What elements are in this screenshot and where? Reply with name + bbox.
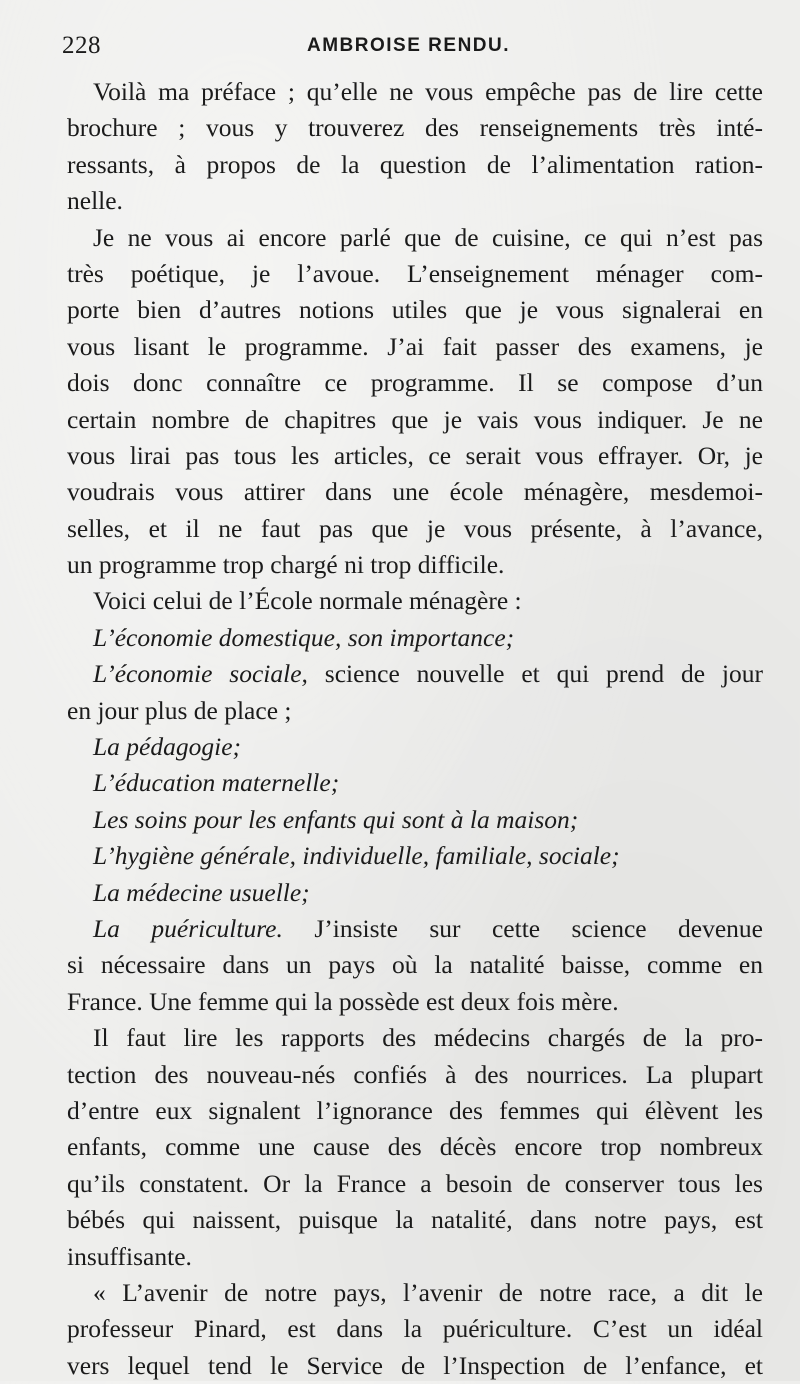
text-line: très poétique, je l’avoue. L’enseignement ménager com- bbox=[67, 258, 763, 288]
program-item bbox=[67, 765, 763, 801]
paragraph bbox=[67, 1275, 763, 1384]
text-line: un programme trop chargé ni trop difficile. bbox=[67, 550, 505, 580]
text-line: enfants, comme une cause des décès encore trop nombreux bbox=[67, 1132, 763, 1162]
text-line: d’entre eux signalent l’ignorance des femmes qui élèvent les bbox=[67, 1095, 763, 1125]
program-item-continuation: en jour plus de place ; bbox=[67, 695, 292, 725]
program-item-title: L’économie domestique, son importance; bbox=[93, 622, 515, 652]
program-item bbox=[67, 875, 763, 911]
program-item-title: La puériculture. bbox=[93, 913, 283, 943]
text-line: professeur Pinard, est dans la puériculture. C’est un idéal bbox=[67, 1314, 763, 1344]
text-line: Je ne vous ai encore parlé que de cuisine, ce qui n’est pas bbox=[93, 222, 763, 252]
program-item-text: science nouvelle et qui prend de jour bbox=[307, 659, 763, 689]
body-text bbox=[67, 74, 763, 1384]
program-item-title: La pédagogie; bbox=[93, 732, 242, 762]
program-item-title: Les soins pour les enfants qui sont à la maison; bbox=[93, 804, 579, 834]
text-line: tection des nouveau-nés confiés à des nourrices. La plupart bbox=[67, 1059, 763, 1089]
text-line: vous lirai pas tous les articles, ce serait vous effrayer. Or, je bbox=[67, 440, 763, 470]
paragraph bbox=[67, 911, 763, 1020]
text-line: Voilà ma préface ; qu’elle ne vous empêche pas de lire cette bbox=[93, 77, 763, 106]
text-line: vous lisant le programme. J’ai fait passer des examens, je bbox=[67, 331, 763, 361]
text-line: selles, et il ne faut pas que je vous présente, à l’avance, bbox=[67, 513, 763, 543]
program-item-text: J’insiste sur cette science devenue bbox=[282, 913, 763, 943]
text-line: nelle. bbox=[67, 186, 123, 216]
running-head bbox=[62, 32, 762, 62]
program-item-title: L’hygiène générale, individuelle, familiale, sociale; bbox=[93, 841, 620, 871]
program-item bbox=[67, 620, 763, 656]
text-line: vers lequel tend le Service de l’Inspection de l’enfance, et bbox=[67, 1350, 763, 1380]
paragraph bbox=[67, 583, 763, 619]
text-line: France. Une femme qui la possède est deux fois mère. bbox=[67, 986, 619, 1016]
text-line bbox=[67, 911, 763, 947]
paragraph bbox=[67, 74, 763, 220]
text-line: certain nombre de chapitres que je vais vous indiquer. Je ne bbox=[67, 404, 763, 434]
program-item bbox=[67, 802, 763, 838]
text-line: insuffisante. bbox=[67, 1241, 192, 1271]
text-line: Voici celui de l’École normale ménagère : bbox=[93, 586, 522, 616]
text-line: Il faut lire les rapports des médecins chargés de la pro- bbox=[93, 1023, 763, 1053]
text-line: dois donc connaître ce programme. Il se compose d’un bbox=[67, 368, 763, 398]
program-item bbox=[67, 838, 763, 874]
paragraph bbox=[67, 1020, 763, 1275]
program-item bbox=[67, 656, 763, 692]
running-title: AMBROISE RENDU. bbox=[307, 35, 511, 56]
program-item-title: La médecine usuelle; bbox=[93, 877, 310, 907]
text-line: bébés qui naissent, puisque la natalité, dans notre pays, est bbox=[67, 1205, 763, 1235]
text-line: brochure ; vous y trouverez des renseignements très inté- bbox=[67, 113, 763, 143]
text-line: si nécessaire dans un pays où la natalité baisse, comme en bbox=[67, 950, 763, 980]
text-line: porte bien d’autres notions utiles que je vous signalerai en bbox=[67, 295, 763, 325]
text-line: « L’avenir de notre pays, l’avenir de notre race, a dit le bbox=[93, 1277, 763, 1307]
text-line: voudrais vous attirer dans une école ménagère, mesdemoi- bbox=[67, 477, 763, 507]
text-line: qu’ils constatent. Or la France a besoin de conserver tous les bbox=[67, 1168, 763, 1198]
text-line: ressants, à propos de la question de l’alimentation ration- bbox=[67, 149, 763, 179]
paragraph bbox=[67, 220, 763, 584]
program-item-title: L’économie sociale, bbox=[93, 659, 308, 689]
program-item bbox=[67, 729, 763, 765]
page-number: 228 bbox=[62, 32, 101, 59]
program-list bbox=[67, 620, 763, 911]
program-item-title: L’éducation maternelle; bbox=[93, 768, 340, 798]
